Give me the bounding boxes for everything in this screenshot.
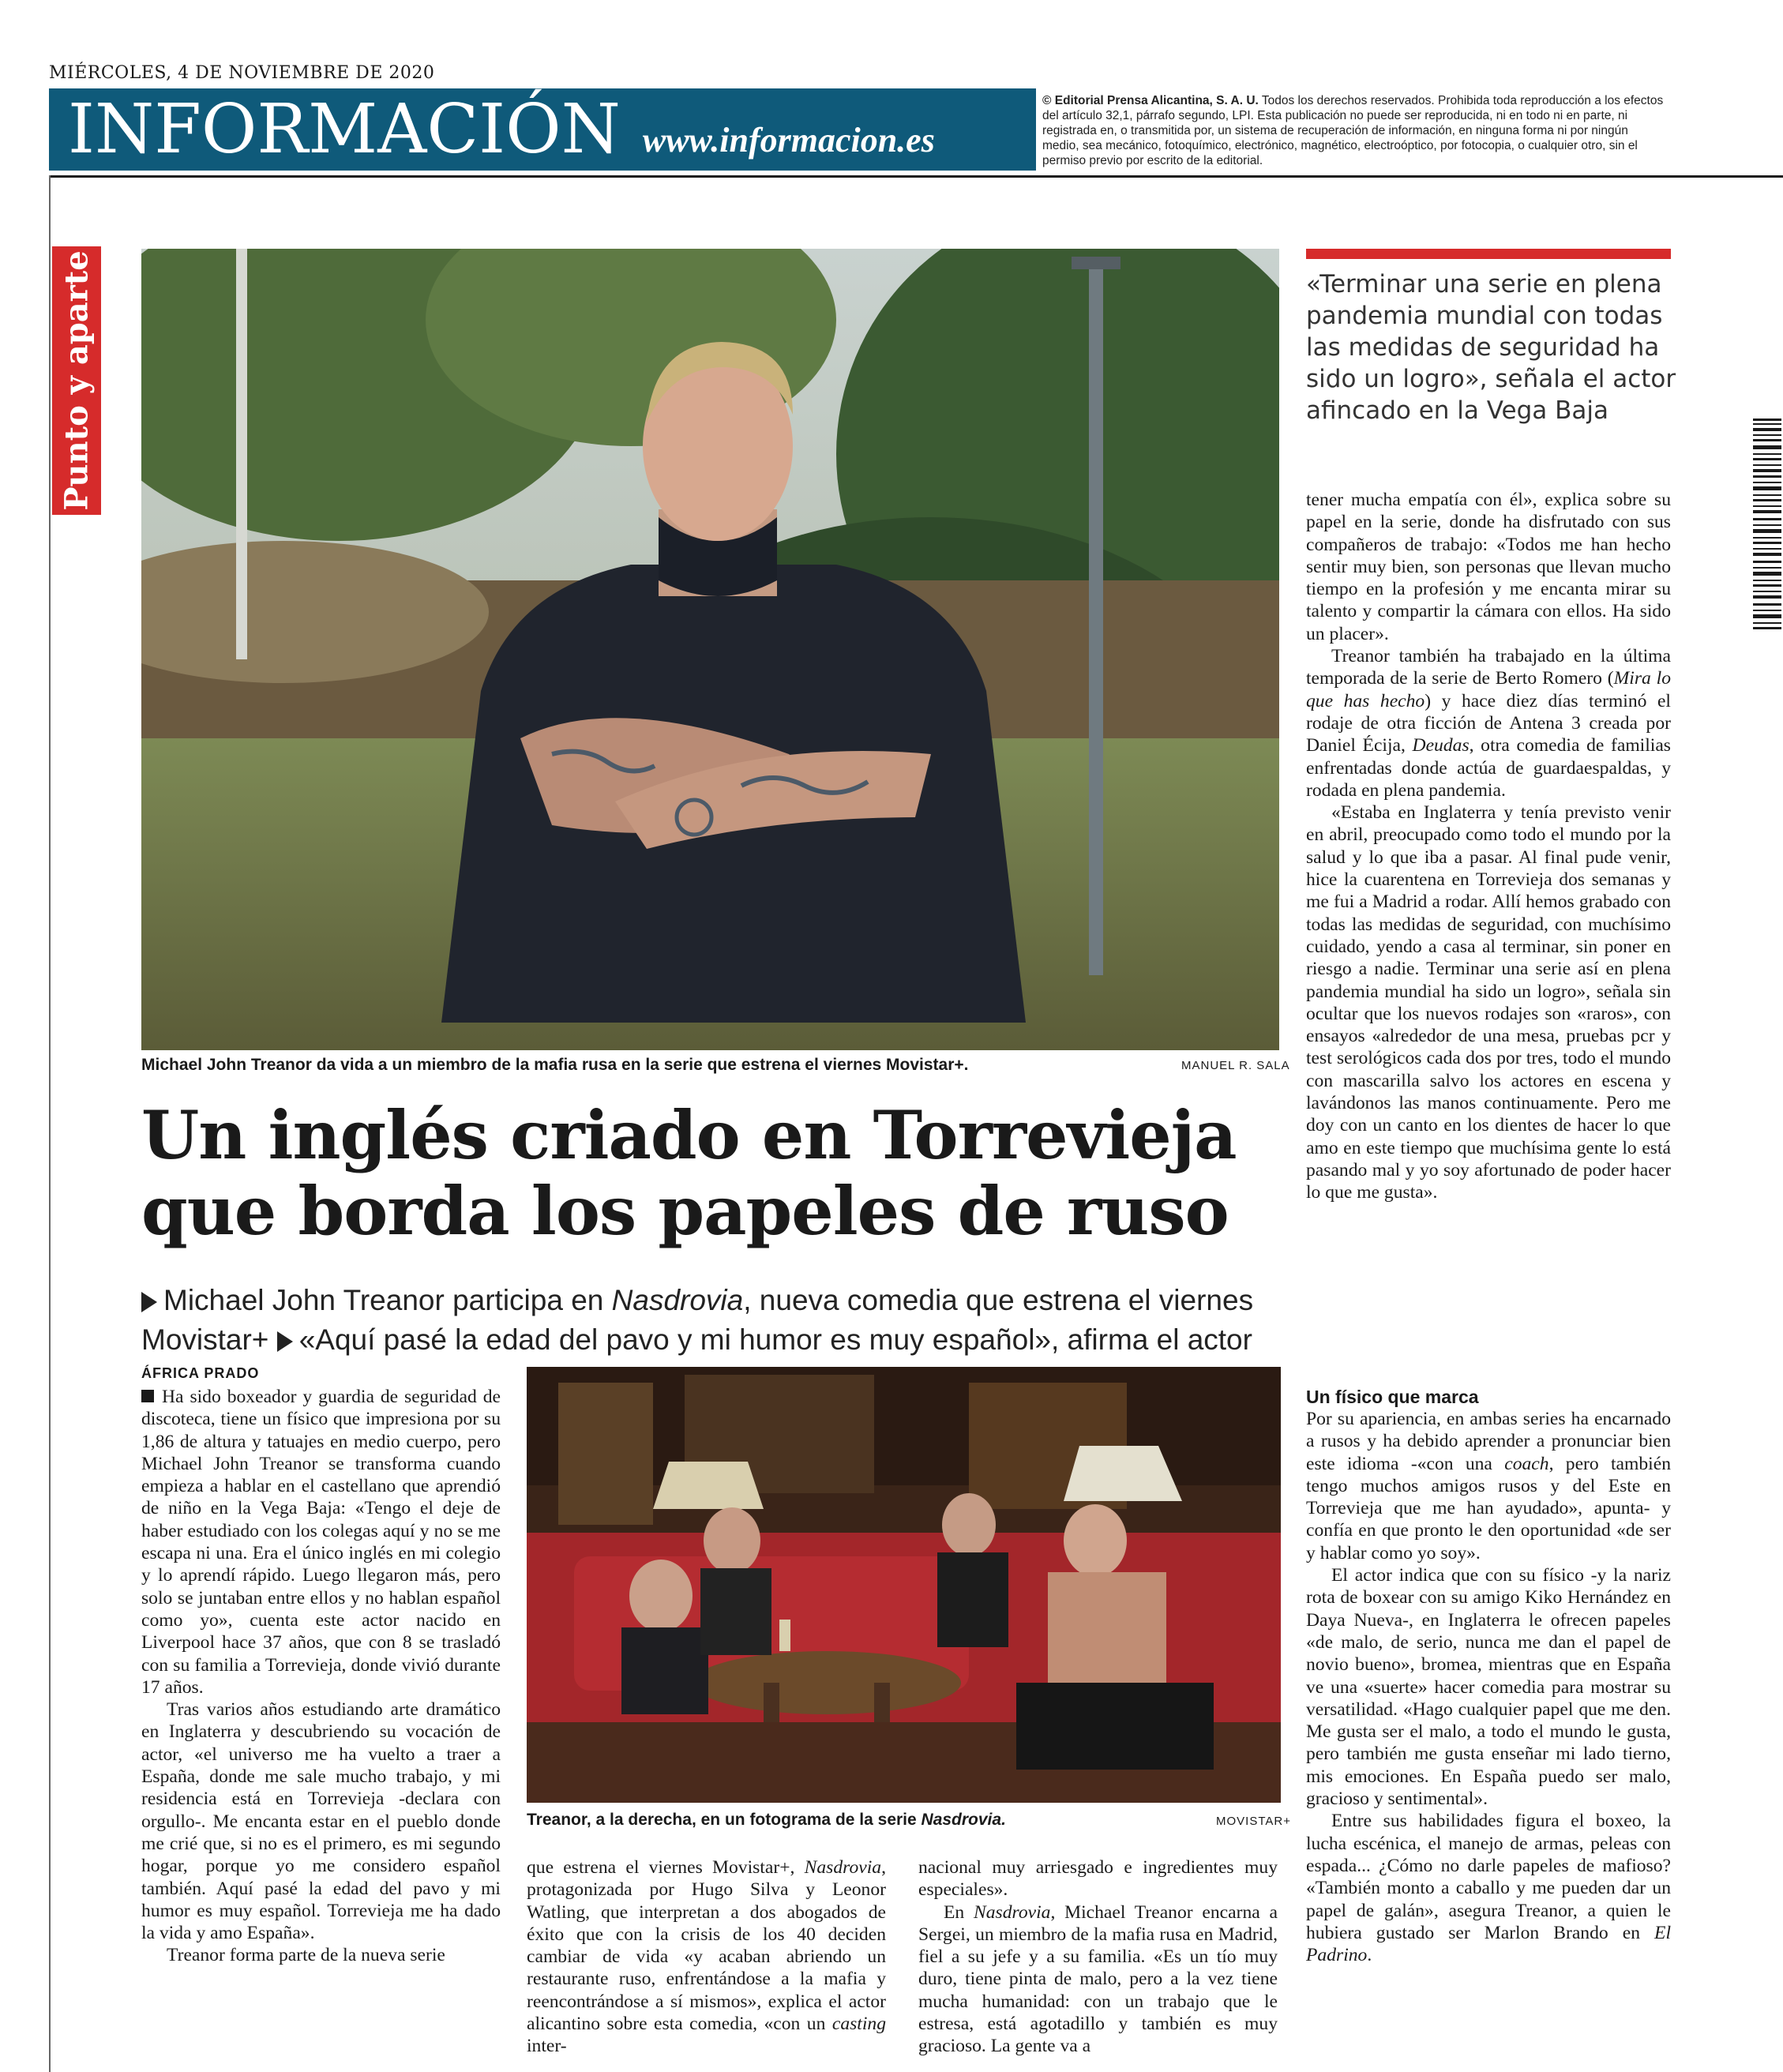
series-still-caption [527, 1811, 1158, 1830]
copyright-notice [1042, 93, 1666, 168]
body-column-1 [141, 1386, 501, 1967]
paragraph: El actor indica que con su físico -y la nariz rota de boxear con su amigo Kiko Hernández en Daya Nueva-, en Inglaterra le ofrecen papeles «de malo, de serio, nunca me dan el papel de novio bueno», bromea, mientras que en España ve una «suerte» hacer comedia para mostrar su versatilidad. «Hago cualquier papel que me den. Me gusta ser el malo, a todo el mundo le gusta, pero también me gusta enseñar mi lado tierno, mis emociones. En España puedo ser malo, gracioso y sentimental». [1306, 1565, 1671, 1810]
subhead-text-2: , nueva comedia que estrena el viernes Movistar+ [141, 1284, 1254, 1356]
main-photo [141, 249, 1279, 1050]
barcode-icon [1704, 411, 1783, 648]
bullet-triangle-icon [277, 1331, 293, 1352]
paragraph: Ha sido boxeador y guardia de seguridad de discoteca, tiene un físico que impresiona por su 1,86 de altura y tatuajes en medio cuerpo, pero Michael John Treanor se transforma cuando empieza a hablar en el castellano que aprendió de niño en la Vega Baja: «Tengo el deje de haber estudiado con los colegas aquí y no se me escapa ni una. Era el único inglés en mi colegio y lo aprendí rápido. Luego llegaron más, pero solo se juntaban entre ellos y no hablan español como yo», cuenta este actor nacido en Liverpool hace 37 años, que con 8 se trasladó con su familia a Torrevieja, donde vivió durante 17 años. [141, 1387, 501, 1698]
masthead-title: INFORMACIÓN [68, 90, 621, 169]
headline: Un inglés criado en Torrevieja que borda los papeles de ruso [141, 1096, 1237, 1250]
paragraph: En Nasdrovia, Michael Treanor encarna a Sergei, un miembro de la mafia rusa en Madrid, fiel a su jefe y a su familia. «Es un tío muy duro, tiene pinta de malo, pero a la vez tiene mucha humanidad: con un trabajo que le estresa, está agotadillo y también es muy gracioso. La gente va a [918, 1901, 1278, 2057]
series-still-illustration [527, 1367, 1281, 1803]
paragraph: Treanor forma parte de la nueva serie [167, 1945, 445, 1966]
masthead-url[interactable]: www.informacion.es [642, 120, 935, 160]
section-tag [52, 246, 101, 515]
section-label: Punto y aparte [58, 250, 96, 511]
paragraph: «Estaba en Inglaterra y tenía previsto venir en abril, preocupado como todo el mundo por la salud y lo que iba a pasar. Al final pude venir, hice la cuarentena en Torrevieja dos semanas y me fui a Madrid a rodar. Allí hemos grabado con todas las medidas de seguridad, con muchísimo cuidado, yendo a casa al terminar, sin poner en riesgo a nadie. Terminar una serie así en plena pandemia mundial ha sido un logro», señala sin ocultar que los nuevos rodajes son «raros», con ensayos «alrededor de una mesa, pruebas pcr y test serológicos cada dos por tres, todo el mundo con mascarilla salvo los actores en escena y lavándonos las manos continuamente. Pero me doy con un canto en los dientes de hacer lo que amo en este tiempo que muchísima gente lo está pasando mal y yo soy afortunado de poder hacer lo que me gusta». [1306, 802, 1671, 1203]
byline: ÁFRICA PRADO [141, 1365, 260, 1381]
pullquote-bar [1306, 249, 1671, 259]
section-subtitle: Un físico que marca [1306, 1387, 1479, 1407]
caption-text: Treanor, a la derecha, en un fotograma de la serie [527, 1811, 922, 1829]
margin-rule [49, 175, 51, 2072]
pullquote: «Terminar una serie en plena pandemia mundial con todas las medidas de seguridad ha sido un logro», señala el actor afincado en la Vega Baja [1306, 270, 1676, 425]
paragraph: Tras varios años estudiando arte dramático en Inglaterra y descubriendo su vocación de actor, «el universo me ha vuelto a traer a España, donde me sale mucho trabajo, y mi residencia está en Torrevieja -declara con orgullo-. Me encanta estar en el pueblo donde me crié que, si no es el primero, es mi segundo hogar, porque yo me considero español también. Aquí pasé la edad del pavo y mi humor es muy español. Torrevieja me ha dado la vida y amo España». [141, 1699, 501, 1944]
copyright-text: Todos los derechos reservados. Prohibida toda reproducción a los efectos del artículo 32,1, párrafo segundo, LPI. Esta publicación no puede ser reproducida, ni en todo ni en parte, ni registrada en, o transmitida por, un sistema de recuperación de información, en ninguna forma ni por ningún medio, sea mecánico, fotoquímico, electrónico, magnético, electroóptico, por fotocopia, o cualquier otro, sin el permiso previo por escrito de la editorial. [1042, 94, 1664, 167]
subhead-text-3: «Aquí pasé la edad del pavo y mi humor es muy español», afirma el actor [298, 1323, 1252, 1356]
series-still-credit: MOVISTAR+ [1216, 1815, 1291, 1828]
copyright-owner: © Editorial Prensa Alicantina, S. A. U. [1042, 94, 1259, 107]
date: MIÉRCOLES, 4 DE NOVIEMBRE DE 2020 [49, 63, 435, 83]
series-still-photo [527, 1367, 1281, 1803]
body-column-2 [527, 1856, 886, 2058]
bullet-triangle-icon [141, 1292, 157, 1312]
body-column-4-continued [1306, 1408, 1671, 1966]
main-photo-caption: Michael John Treanor da vida a un miembro de la mafia rusa en la serie que estrena el viernes Movistar+. [141, 1056, 969, 1074]
paragraph: que estrena el viernes Movistar+, Nasdrovia, protagonizada por Hugo Silva y Leonor Watling, que interpretan a dos abogados de éxito que con la crisis de los 40 deciden cambiar de vida «y acaban abriendo un restaurante ruso, enfrentándose a la mafia y reencontrándose a sí mismos», explica el actor alicantino sobre esta comedia, «con un casting inter- [527, 1857, 886, 2057]
paragraph: nacional muy arriesgado e ingredientes muy especiales». [918, 1857, 1278, 1901]
subhead-text-1: Michael John Treanor participa en [163, 1284, 612, 1316]
subhead-series-name: Nasdrovia [611, 1284, 744, 1316]
header-rule [49, 175, 1783, 178]
paragraph: Por su apariencia, en ambas series ha encarnado a rusos y ha debido aprender a pronunciar bien este idioma -«con una coach, pero también tengo muchos amigos rusos y del Este en Torrevieja que me han ayudado», apunta- y confía en que pronto le den oportunidad «de ser y hablar como yo soy». [1306, 1409, 1671, 1563]
body-column-3 [918, 1856, 1278, 2058]
body-column-4 [1306, 489, 1671, 1204]
paragraph: Entre sus habilidades figura el boxeo, la lucha escénica, el manejo de armas, peleas con espada... ¿Cómo no darle papeles de mafioso? «También monto a caballo y me pueden dar un papel de galán», asegura Treanor, a quien le hubiera gustado ser Marlon Brando en El Padrino. [1306, 1811, 1671, 1966]
masthead [49, 88, 1036, 171]
paragraph: tener mucha empatía con él», explica sobre su papel en la serie, donde ha disfrutado con sus compañeros de trabajo: «Todos me han hecho sentir muy bien, son personas que llevan mucho tiempo en la profesión y me encanta mirar su talento y compartir la cámara con ellos. Ha sido un placer». [1306, 490, 1671, 644]
subheadline [141, 1281, 1278, 1360]
main-photo-credit: MANUEL R. SALA [1181, 1059, 1290, 1072]
paragraph: Treanor también ha trabajado en la última temporada de la serie de Berto Romero (Mira lo que has hecho) y hace diez días terminó el rodaje de otra ficción de Antena 3 creada por Daniel Écija, Deudas, otra comedia de familias enfrentadas donde actúa de guardaespaldas, y rodada en plena pandemia. [1306, 646, 1671, 801]
main-photo-illustration [141, 249, 1279, 1050]
caption-series-name: Nasdrovia. [921, 1811, 1006, 1829]
